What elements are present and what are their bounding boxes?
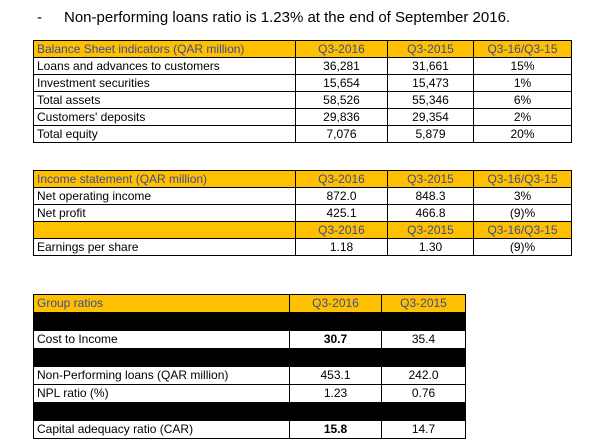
row-label: Loans and advances to customers — [34, 58, 296, 75]
bullet-text: Non-performing loans ratio is 1.23% at the end of September 2016. — [64, 9, 511, 26]
cell-value: 55,346 — [388, 92, 474, 109]
cell-value: 7,076 — [296, 126, 388, 143]
cell-value: 2% — [474, 109, 572, 126]
cell-value: 15,654 — [296, 75, 388, 92]
cell-value: 1.18 — [296, 239, 388, 256]
cell-value: 0.76 — [382, 385, 466, 403]
header-cell: Q3-2016 — [296, 222, 388, 239]
income-statement-table — [33, 170, 572, 256]
cell-value: 36,281 — [296, 58, 388, 75]
table-header-row — [34, 295, 466, 313]
cell-value: 30.7 — [290, 331, 382, 349]
table-header-row — [34, 222, 572, 239]
cell-value: (9)% — [474, 205, 572, 222]
separator-row — [34, 403, 466, 421]
cell-value: 20% — [474, 126, 572, 143]
header-cell: Q3-2015 — [382, 295, 466, 313]
cell-value: 242.0 — [382, 367, 466, 385]
table-row — [34, 385, 466, 403]
table-row — [34, 205, 572, 222]
cell-value: 5,879 — [388, 126, 474, 143]
row-label: Investment securities — [34, 75, 296, 92]
header-cell — [34, 222, 296, 239]
bullet-dash: - — [37, 9, 42, 26]
table-row — [34, 367, 466, 385]
cell-value: 1.23 — [290, 385, 382, 403]
balance-sheet-table — [33, 40, 572, 143]
cell-value: 14.7 — [382, 421, 466, 439]
row-label: Capital adequacy ratio (CAR) — [34, 421, 290, 439]
row-label: Total equity — [34, 126, 296, 143]
row-label: Total assets — [34, 92, 296, 109]
cell-value: 31,661 — [388, 58, 474, 75]
header-cell: Q3-2015 — [388, 222, 474, 239]
bullet-line — [37, 9, 510, 26]
row-label: Net profit — [34, 205, 296, 222]
table-row — [34, 58, 572, 75]
header-cell: Q3-16/Q3-15 — [474, 171, 572, 188]
header-cell: Q3-2016 — [296, 41, 388, 58]
header-cell: Q3-2015 — [388, 171, 474, 188]
table-row — [34, 421, 466, 439]
cell-value: 15.8 — [290, 421, 382, 439]
row-label: NPL ratio (%) — [34, 385, 290, 403]
table-header-row — [34, 171, 572, 188]
cell-value: 29,836 — [296, 109, 388, 126]
header-cell: Q3-16/Q3-15 — [474, 41, 572, 58]
group-ratios-table — [33, 294, 466, 439]
cell-value: 15% — [474, 58, 572, 75]
table-row — [34, 331, 466, 349]
table-row — [34, 239, 572, 256]
header-cell: Q3-2016 — [290, 295, 382, 313]
cell-value: 1.30 — [388, 239, 474, 256]
table-row — [34, 188, 572, 205]
cell-value: 58,526 — [296, 92, 388, 109]
row-label: Net operating income — [34, 188, 296, 205]
header-cell: Balance Sheet indicators (QAR million) — [34, 41, 296, 58]
row-label: Cost to Income — [34, 331, 290, 349]
cell-value: 35.4 — [382, 331, 466, 349]
header-cell: Group ratios — [34, 295, 290, 313]
table-header-row — [34, 41, 572, 58]
cell-value: 425.1 — [296, 205, 388, 222]
row-label: Earnings per share — [34, 239, 296, 256]
separator-row — [34, 349, 466, 367]
separator-row — [34, 313, 466, 331]
header-cell: Q3-2016 — [296, 171, 388, 188]
cell-value: 3% — [474, 188, 572, 205]
cell-value: 872.0 — [296, 188, 388, 205]
table-row — [34, 92, 572, 109]
cell-value: 453.1 — [290, 367, 382, 385]
cell-value: 466.8 — [388, 205, 474, 222]
cell-value: 29,354 — [388, 109, 474, 126]
header-cell: Q3-2015 — [388, 41, 474, 58]
table-row — [34, 109, 572, 126]
header-cell: Income statement (QAR million) — [34, 171, 296, 188]
table-row — [34, 75, 572, 92]
cell-value: 6% — [474, 92, 572, 109]
row-label: Non-Performing loans (QAR million) — [34, 367, 290, 385]
cell-value: (9)% — [474, 239, 572, 256]
cell-value: 1% — [474, 75, 572, 92]
table-row — [34, 126, 572, 143]
header-cell: Q3-16/Q3-15 — [474, 222, 572, 239]
cell-value: 15,473 — [388, 75, 474, 92]
cell-value: 848.3 — [388, 188, 474, 205]
row-label: Customers' deposits — [34, 109, 296, 126]
